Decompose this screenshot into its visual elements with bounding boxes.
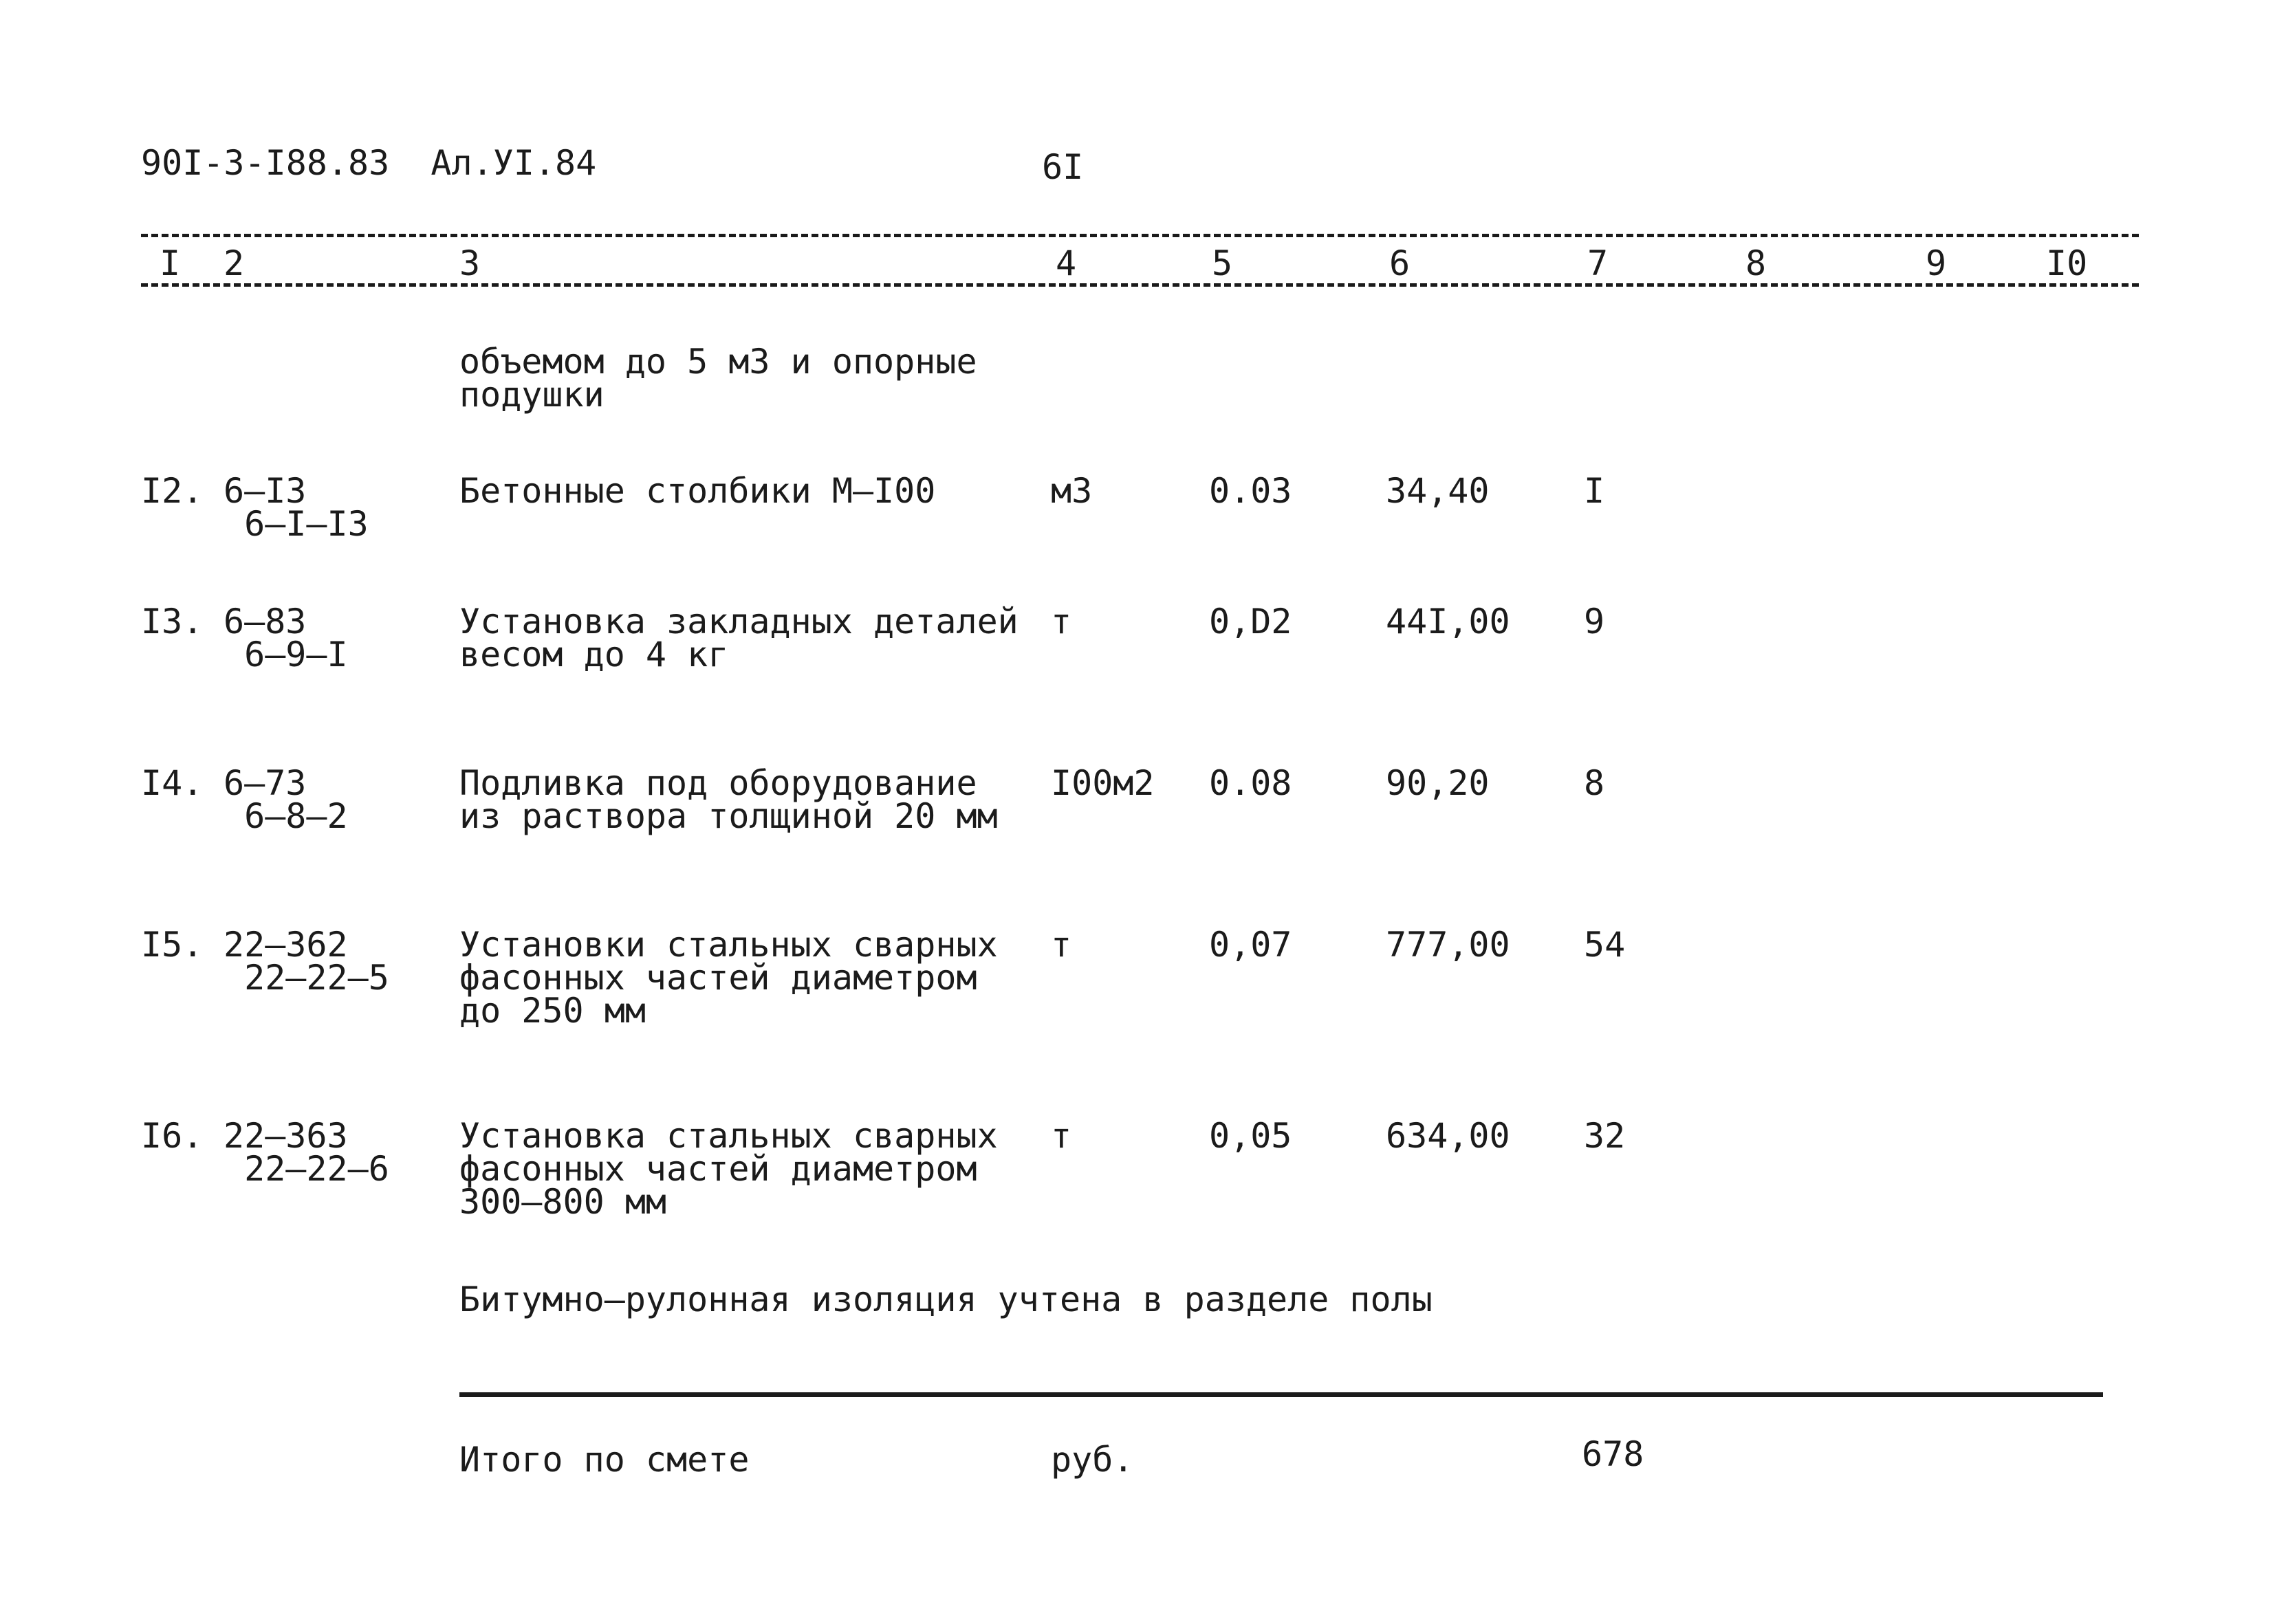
row-unit: т [1051,602,1072,641]
row-code: 6–73 6–8–2 [224,763,348,836]
column-header-6: 6 [1389,243,1411,283]
row-number: I4. [141,763,204,803]
column-header-4: 4 [1056,243,1077,283]
row-description: Установки стальных сварных фасонных частей диаметром до 250 мм [459,925,998,1031]
row-description: Установка стальных сварных фасонных частей диаметром 300–800 мм [459,1116,998,1222]
total-unit: руб. [1051,1440,1134,1480]
column-header-7: 7 [1587,243,1609,283]
row-unit: т [1051,925,1072,965]
header-rule-top [141,234,2139,237]
column-header-8: 8 [1745,243,1767,283]
row-total: I [1584,471,1605,511]
row-unit-price: 634,00 [1386,1116,1510,1156]
row-total: 8 [1584,763,1605,803]
column-header-1: I [160,243,181,283]
column-header-2: 2 [224,243,245,283]
total-rule [459,1392,2103,1397]
column-header-5: 5 [1212,243,1233,283]
total-value: 678 [1582,1434,1644,1474]
row-description: Подливка под оборудование из раствора толщиной 20 мм [459,763,998,836]
row-description: Установка закладных деталей весом до 4 кг [459,602,1019,674]
row-code: 22–362 22–22–5 [224,925,389,998]
row-unit-price: 777,00 [1386,925,1510,965]
row-unit-price: 90,20 [1386,763,1490,803]
page-number: 6I [1042,147,1084,187]
intro-text: объемом до 5 м3 и опорные подушки [459,342,977,415]
row-unit: т [1051,1116,1072,1156]
column-header-10: I0 [2046,243,2088,283]
row-quantity: 0.03 [1209,471,1292,511]
row-code: 22–363 22–22–6 [224,1116,389,1189]
row-number: I3. [141,602,204,641]
row-total: 54 [1584,925,1626,965]
row-unit: м3 [1051,471,1093,511]
row-unit-price: 34,40 [1386,471,1490,511]
row-unit-price: 44I,00 [1386,602,1510,641]
document-code: 90I-3-I88.83 Ал.УI.84 [141,143,597,183]
row-number: I6. [141,1116,204,1156]
row-total: 9 [1584,602,1605,641]
column-header-9: 9 [1926,243,1947,283]
row-number: I5. [141,925,204,965]
row-description: Бетонные столбики М–I00 [459,471,936,511]
total-label: Итого по смете [459,1440,750,1480]
row-quantity: 0,07 [1209,925,1292,965]
column-header-3: 3 [459,243,481,283]
row-unit: I00м2 [1051,763,1155,803]
insulation-note: Битумно–рулонная изоляция учтена в разделе полы [459,1280,1433,1319]
row-quantity: 0,D2 [1209,602,1292,641]
row-quantity: 0,05 [1209,1116,1292,1156]
row-code: 6–83 6–9–I [224,602,348,674]
header-rule-bottom [141,283,2139,287]
row-number: I2. [141,471,204,511]
row-total: 32 [1584,1116,1626,1156]
row-code: 6–I3 6–I–I3 [224,471,369,544]
row-quantity: 0.08 [1209,763,1292,803]
